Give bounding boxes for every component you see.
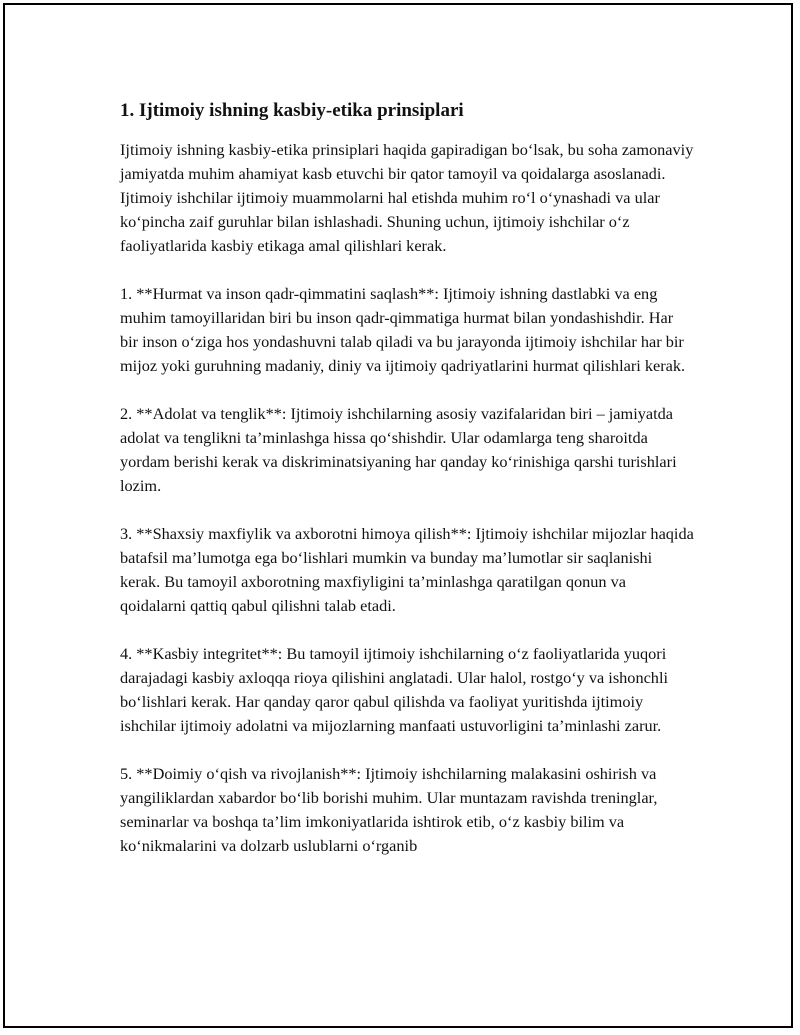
intro-paragraph: Ijtimoiy ishning kasbiy-etika prinsiplari haqida gapiradigan bo‘lsak, bu soha zamonaviy jamiyatda muhim ahamiyat kasb etuvchi bir qator tamoyil va qoidalarga asoslanadi. Ijtimoiy ishchilar ijtimoiy muammolarni hal etishda muhim ro‘l o‘ynashadi va ular ko‘pincha zaif guruhlar bilan ishlashadi. Shuning uchun, ijtimoiy ishchilar o‘z faoliyatlarida kasbiy etikaga amal qilishlari kerak.: [120, 140, 694, 255]
principle-paragraph-5: 5. **Doimiy o‘qish va rivojlanish**: Ijtimoiy ishchilarning malakasini oshirish va yangiliklardan xabardor bo‘lib borishi muhim. Ular muntazam ravishda treninglar, seminarlar va boshqa ta’lim imkoniyatlarida ishtirok etib, o‘z kasbiy bilim va ko‘nikmalarini va dolzarb uslublarni o‘rganib: [120, 764, 658, 855]
document-page: [3, 3, 793, 1028]
principle-paragraph-1: 1. **Hurmat va inson qadr-qimmatini saqlash**: Ijtimoiy ishning dastlabki va eng muhim tamoyillaridan biri bu inson qadr-qimmatiga hurmat bilan yondashishdir. Har bir inson o‘ziga hos yondashuvni talab qiladi va bu jarayonda ijtimoiy ishchilar har bir mijoz yoki guruhning madaniy, diniy va ijtimoiy qadriyatlarini hurmat qilishlari kerak.: [120, 284, 686, 375]
principle-paragraph-3: 3. **Shaxsiy maxfiylik va axborotni himoya qilish**: Ijtimoiy ishchilar mijozlar haqida batafsil ma’lumotga ega bo‘lishlari mumkin va bunday ma’lumotlar sir saqlanishi kerak. Bu tamoyil axborotning maxfiyligini ta’minlashga qaratilgan qonun va qoidalarni qattiq qabul qilishni talab etadi.: [120, 524, 694, 615]
document-title: 1. Ijtimoiy ishning kasbiy-etika prinsiplari: [120, 100, 464, 121]
principle-paragraph-2: 2. **Adolat va tenglik**: Ijtimoiy ishchilarning asosiy vazifalaridan biri – jamiyatda adolat va tenglikni ta’minlashga hissa qo‘shishdir. Ular odamlarga teng sharoitda yordam berishi kerak va diskriminatsiyaning har qanday ko‘rinishiga qarshi turishlari lozim.: [120, 404, 677, 495]
document-content: [120, 98, 695, 882]
principle-paragraph-4: 4. **Kasbiy integritet**: Bu tamoyil ijtimoiy ishchilarning o‘z faoliyatlarida yuqori darajadagi kasbiy axloqqa rioya qilishini anglatadi. Ular halol, rostgo‘y va ishonchli bo‘lishlari kerak. Har qanday qaror qabul qilishda va faoliyat yuritishda ijtimoiy ishchilar ijtimoiy adolatni va mijozlarning manfaati ustuvorligini ta’minlashi zarur.: [120, 644, 668, 735]
